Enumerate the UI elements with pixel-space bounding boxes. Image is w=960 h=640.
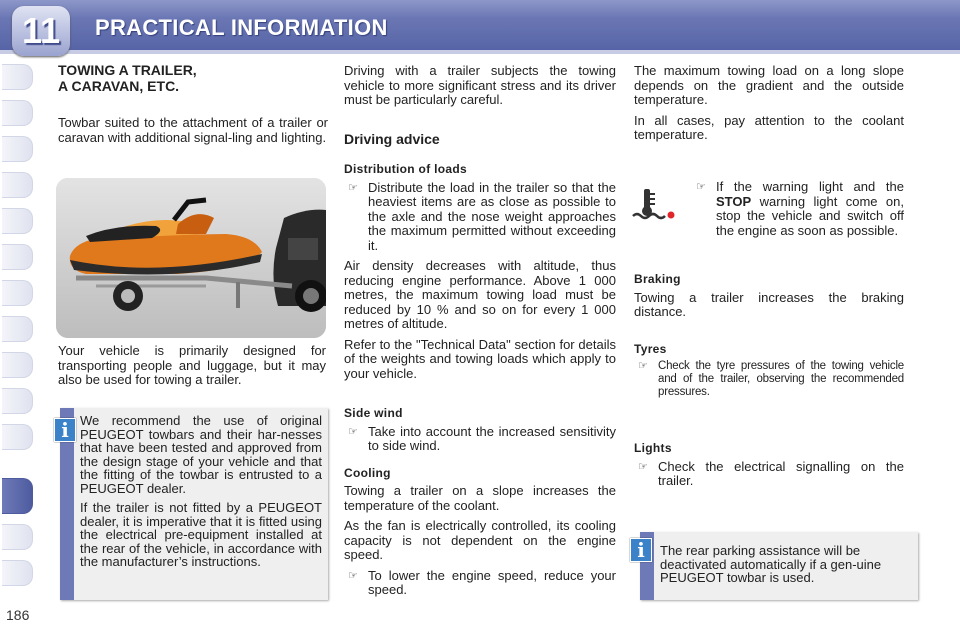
bullet-glyph: ☞	[638, 360, 648, 372]
topic-heading: Lights	[634, 441, 672, 455]
info-box-text: The rear parking assistance will be deactivated automatically if a gen-uine PEUGEOT towbar is used.	[660, 543, 882, 585]
middle-lower-column	[344, 406, 616, 604]
paragraph: Air density decreases with altitude, thus reducing engine performance. Above 1 000 metres, the maximum towing load must be reduced by 10 % and so on for every 1 000 metres of altitude.	[344, 258, 616, 331]
topic-heading: Tyres	[634, 341, 667, 356]
chapter-side-tab[interactable]	[2, 388, 33, 414]
bullet-glyph: ☞	[348, 569, 358, 582]
bullet-text: Distribute the load in the trailer so that the heaviest items are as close as possible to the axle and the nose weight approaches the maximum permitted without exceeding it.	[368, 179, 616, 253]
left-body-text	[58, 344, 326, 394]
chapter-side-tab-active[interactable]	[2, 478, 33, 514]
bullet-item	[344, 425, 616, 454]
chapter-side-tab[interactable]	[2, 352, 33, 378]
chapter-side-tab[interactable]	[2, 424, 33, 450]
chapter-side-tab[interactable]	[2, 524, 33, 550]
page-number: 186	[6, 607, 30, 623]
header-divider	[0, 50, 960, 54]
warning-instruction	[692, 180, 904, 244]
section-heading: TOWING A TRAILER,	[58, 62, 197, 78]
bullet-text: Check the tyre pressures of the towing vehicle and of the trailer, observing the recommended pressures.	[658, 360, 904, 398]
bullet-glyph: ☞	[638, 460, 648, 473]
paragraph: Refer to the "Technical Data" section for details of the weights and towing loads which apply to your vehicle.	[344, 336, 616, 381]
chapter-tab	[12, 6, 70, 56]
bullet-item	[634, 460, 904, 489]
chapter-side-tab[interactable]	[2, 244, 33, 270]
right-column	[634, 64, 904, 149]
topic-heading: Cooling	[344, 465, 391, 480]
jet-ski-on-trailer-illustration	[56, 178, 326, 338]
page-title: PRACTICAL INFORMATION	[95, 15, 388, 40]
info-paragraph: We recommend the use of original PEUGEOT towbars and their har-nesses that have been tested and approved from the design stage of your vehicle and that the fitting of the towbar is entrusted to a PEUGEOT dealer.	[80, 413, 322, 496]
topic-heading: Side wind	[344, 406, 403, 420]
bullet-item	[344, 181, 616, 254]
chapter-side-tab[interactable]	[2, 172, 33, 198]
topic-heading: Distribution of loads	[344, 162, 467, 176]
info-box-towbar	[60, 408, 328, 600]
body-paragraph: Your vehicle is primarily designed for transporting people and luggage, but it may also be used for towing a trailer.	[58, 343, 326, 387]
info-paragraph: If the trailer is not fitted by a PEUGEOT dealer, it is imperative that it is fitted using the electrical pre-equipment installed at the rear of the vehicle, in accordance with the manufacturer’s instructions.	[80, 500, 322, 569]
chapter-number: 11	[21, 10, 61, 51]
topic-heading: Braking	[634, 272, 681, 286]
bullet-item	[344, 569, 616, 598]
bullet-text: If the warning light and the	[716, 179, 904, 194]
intro-paragraph: Driving with a trailer subjects the towing vehicle to more significant stress and its driver must be particularly careful.	[344, 63, 616, 107]
paragraph: The maximum towing load on a long slope depends on the gradient and the outside temperature.	[634, 63, 904, 107]
chapter-side-tab[interactable]	[2, 64, 33, 90]
bullet-item	[634, 360, 904, 399]
chapter-side-tab[interactable]	[2, 208, 33, 234]
right-lower-column	[634, 272, 904, 495]
bullet-item	[692, 180, 904, 238]
chapter-side-tab[interactable]	[2, 280, 33, 306]
coolant-temperature-warning-icon	[630, 185, 678, 225]
paragraph: Towing a trailer on a slope increases the temperature of the coolant.	[344, 483, 616, 513]
bullet-text: To lower the engine speed, reduce your speed.	[368, 567, 616, 597]
chapter-side-tab[interactable]	[2, 316, 33, 342]
paragraph: In all cases, pay attention to the coolant temperature.	[634, 112, 904, 142]
section-heading-line2: A CARAVAN, ETC.	[58, 78, 180, 94]
info-box-text	[74, 408, 328, 579]
chapter-side-tab[interactable]	[2, 100, 33, 126]
paragraph: Towing a trailer increases the braking distance.	[634, 289, 904, 319]
bullet-glyph: ☞	[696, 181, 706, 193]
chapter-side-tab[interactable]	[2, 136, 33, 162]
stop-label: STOP	[716, 193, 752, 209]
bullet-glyph: ☞	[348, 181, 358, 194]
bullet-text: Check the electrical signalling on the trailer.	[658, 458, 904, 488]
info-icon: i	[630, 538, 652, 562]
chapter-side-tab[interactable]	[2, 560, 33, 586]
bullet-text: Take into account the increased sensitivity to side wind.	[368, 423, 616, 453]
info-icon: i	[54, 418, 76, 442]
paragraph: As the fan is electrically controlled, its cooling capacity is not dependent on the engine speed.	[344, 518, 616, 562]
chapter-side-rail	[0, 54, 38, 594]
bullet-glyph: ☞	[348, 425, 358, 438]
subsection-heading: Driving advice	[344, 130, 440, 147]
middle-column	[344, 64, 616, 387]
intro-paragraph: Towbar suited to the attachment of a trailer or caravan with additional signal-ling and lighting.	[58, 115, 328, 145]
bullet-text-continued: warning light come on, stop the vehicle and switch off the engine as soon as possible.	[716, 193, 904, 238]
left-column	[58, 62, 328, 151]
info-box-parking-assist	[640, 532, 918, 600]
